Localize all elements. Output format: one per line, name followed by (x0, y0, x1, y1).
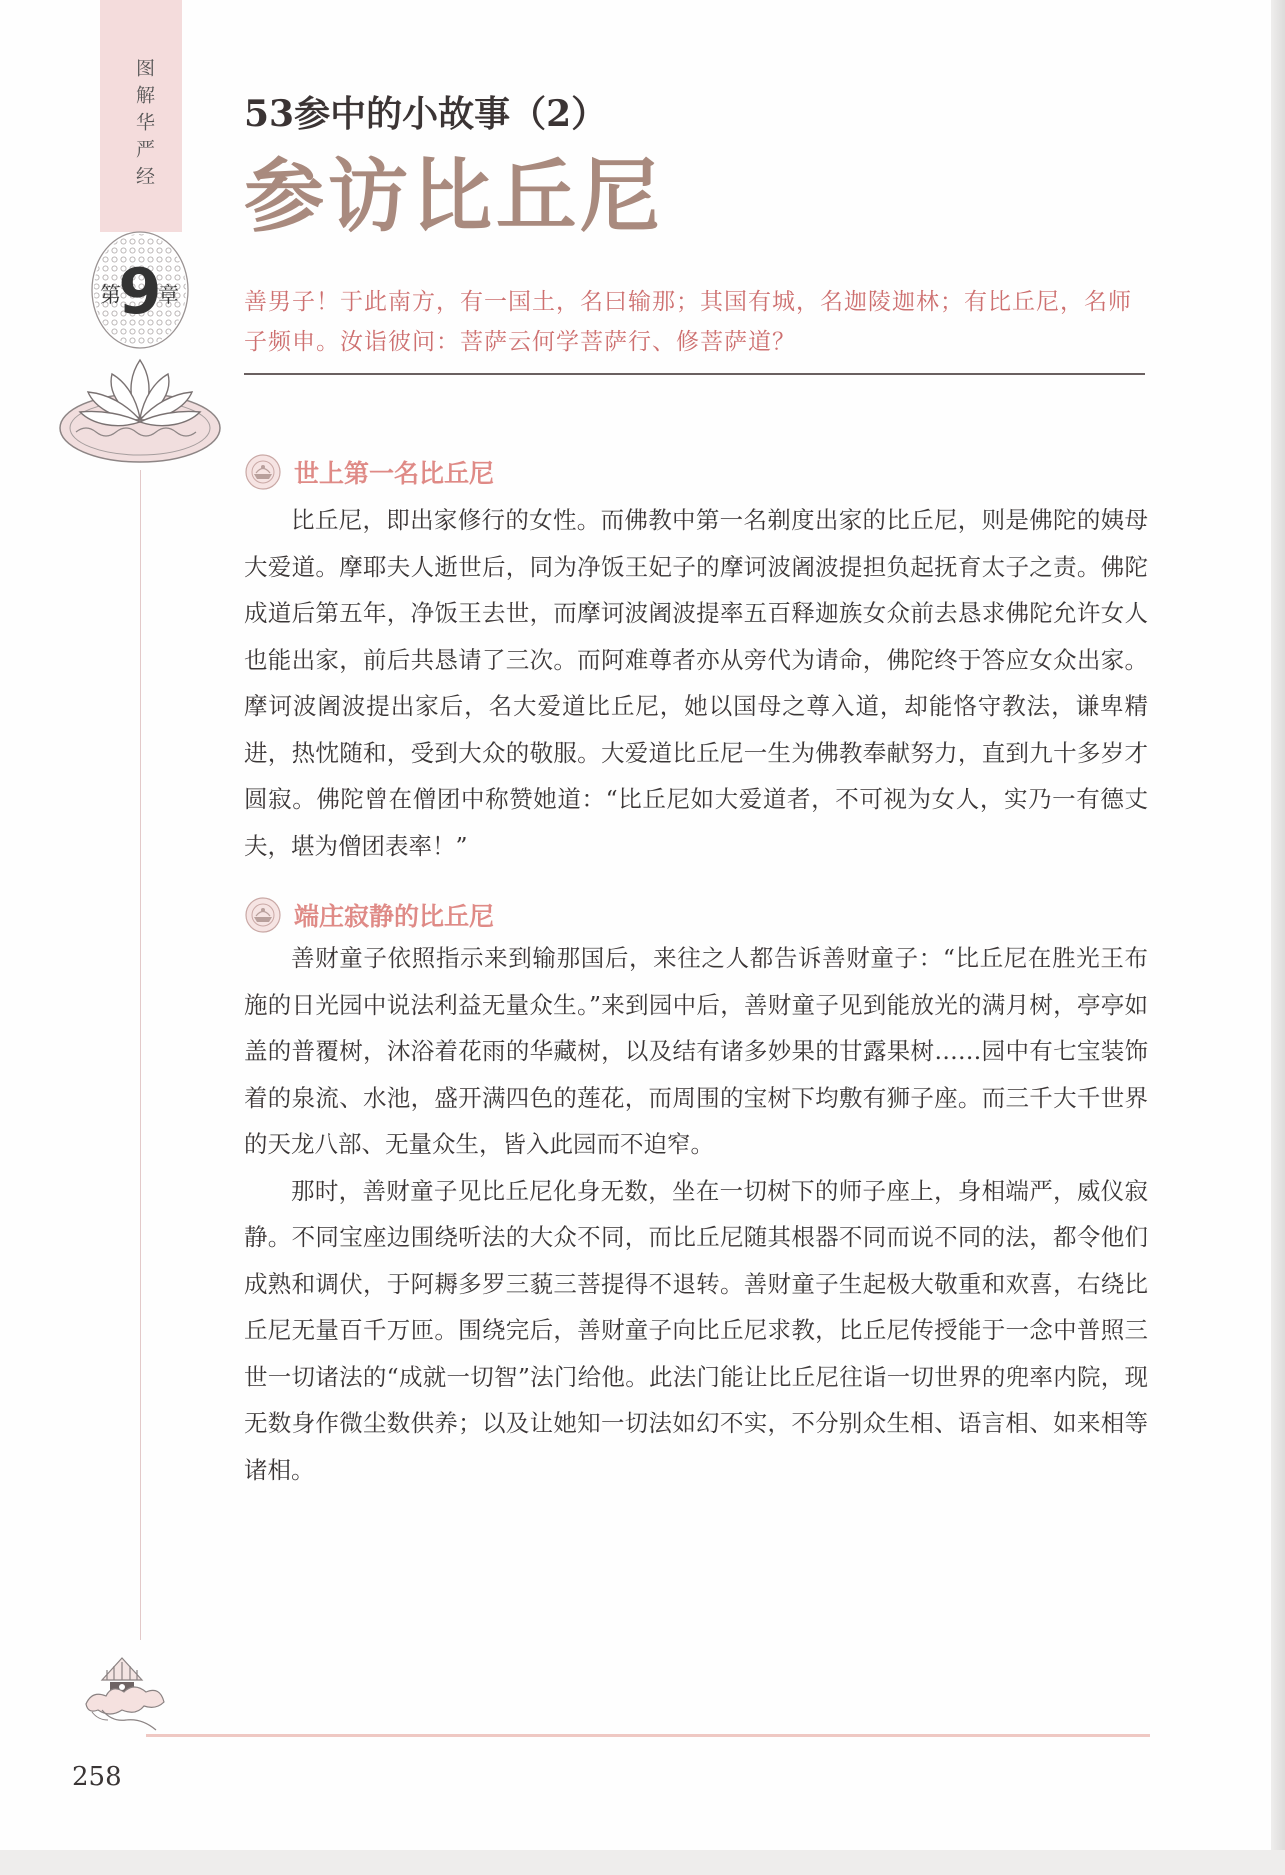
paragraph: 比丘尼，即出家修行的女性。而佛教中第一名剃度出家的比丘尼，则是佛陀的姨母大爱道。摩耶夫人逝世后，同为净饭王妃子的摩诃波阇波提担负起抚育太子之责。佛陀成道后第五年，净饭王去世，而摩诃波阇波提率五百释迦族女众前去恳求佛陀允许女人也能出家，前后共恳请了三次。而阿难尊者亦从旁代为请命，佛陀终于答应女众出家。摩诃波阇波提出家后，名大爱道比丘尼，她以国母之尊入道，却能恪守教法，谦卑精进，热忱随和，受到大众的敬服。大爱道比丘尼一生为佛教奉献努力，直到九十多岁才圆寂。佛陀曾在僧团中称赞她道：“比丘尼如大爱道者，不可视为女人，实乃一有德丈夫，堪为僧团表率！” (244, 506, 1148, 860)
chapter-badge (83, 228, 197, 358)
dharma-wheel-icon (244, 453, 282, 491)
page-bottom-margin (0, 1850, 1285, 1875)
page-title: 参访比丘尼 (244, 149, 664, 243)
margin-line (140, 470, 141, 1640)
footer-divider (146, 1734, 1150, 1737)
chapter-number: 9 (118, 255, 162, 328)
title-divider (244, 373, 1145, 375)
section-body (244, 935, 1148, 1493)
page-number: 258 (72, 1762, 122, 1792)
dharma-wheel-icon (244, 896, 282, 934)
chapter-suffix: 章 (158, 283, 179, 307)
page-subtitle: 53参中的小故事（2） (244, 93, 608, 135)
cloud-ornament-icon (72, 1640, 172, 1736)
section-body (244, 497, 1148, 869)
chapter-prefix: 第 (100, 283, 121, 307)
paragraph: 那时，善财童子见比丘尼化身无数，坐在一切树下的师子座上，身相端严，威仪寂静。不同宝座边围绕听法的大众不同，而比丘尼随其根器不同而说不同的法，都令他们成熟和调伏，于阿耨多罗三藐三菩提得不退转。善财童子生起极大敬重和欢喜，右绕比丘尼无量百千万匝。围绕完后，善财童子向比丘尼求教，比丘尼传授能于一念中普照三世一切诸法的“成就一切智”法门给他。此法门能让比丘尼往诣一切世界的兜率内院，现无数身作微尘数供养；以及让她知一切法如幻不实，不分别众生相、语言相、如来相等诸相。 (244, 1176, 1148, 1484)
section-heading (244, 895, 494, 935)
sutra-quote: 善男子！于此南方，有一国土，名曰输那；其国有城，名迦陵迦林；有比丘尼，名师子频申。汝诣彼问：菩萨云何学菩萨行、修菩萨道？ (244, 289, 1132, 355)
paragraph: 善财童子依照指示来到输那国后，来往之人都告诉善财童子：“比丘尼在胜光王布施的日光园中说法利益无量众生。”来到园中后，善财童子见到能放光的满月树，亭亭如盖的普覆树，沐浴着花雨的华藏树，以及结有诸多妙果的甘露果树……园中有七宝装饰着的泉流、水池，盛开满四色的莲花，而周围的宝树下均敷有狮子座。而三千大千世界的天龙八部、无量众生，皆入此园而不迫窄。 (244, 944, 1148, 1158)
book-title: 图解华严经 (133, 58, 155, 193)
section-heading (244, 452, 494, 492)
section-title: 世上第一名比丘尼 (294, 459, 495, 488)
section-title: 端庄寂静的比丘尼 (294, 902, 495, 931)
lotus-icon (56, 352, 224, 470)
page-edge-shadow (1271, 0, 1285, 1875)
